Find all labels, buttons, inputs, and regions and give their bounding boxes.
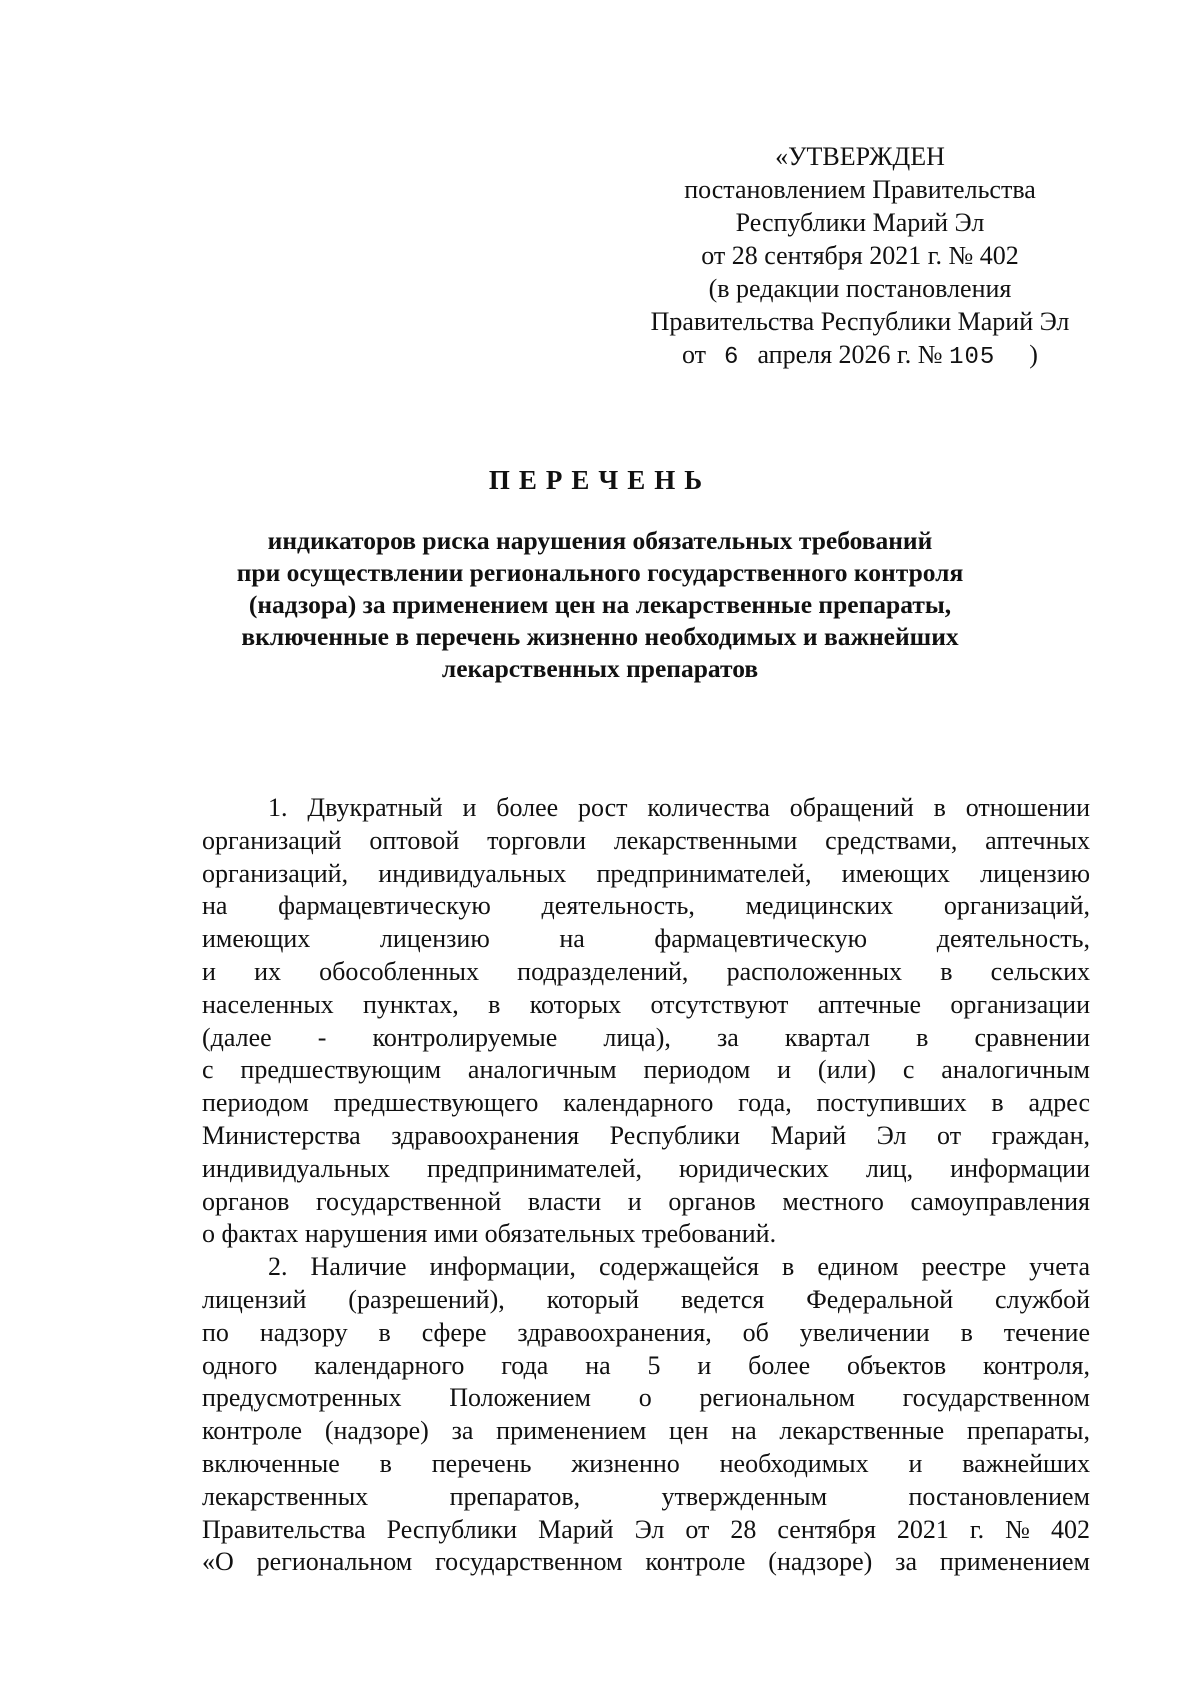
subtitle-line: при осуществлении регионального государственного контроля [236,558,964,587]
paragraph-line: контроле (надзоре) за применением цен на лекарственные препараты, [202,1416,1090,1446]
paragraph-line: 1. Двукратный и более рост количества обращений в отношении [268,793,1090,822]
paragraph-line: с предшествующим аналогичным периодом и (или) с аналогичным [202,1055,1090,1085]
amendment-month-year: апреля 2026 г. № [757,340,943,369]
paragraph-line: (далее - контролируемые лица), за квартал в сравнении [202,1022,1090,1052]
paragraph-line: организаций, индивидуальных предпринимателей, имеющих лицензию [202,858,1090,888]
paragraph-line: организаций оптовой торговли лекарственными средствами, аптечных [202,825,1090,855]
document-body [202,792,1090,1579]
paragraph-1 [202,792,1090,1251]
approval-line-government: Правительства Республики Марий Эл [650,307,1070,336]
paragraph-line: на фармацевтическую деятельность, медицинских организаций, [202,891,1090,921]
approval-stamp-block [600,140,1120,374]
paragraph-line: имеющих лицензию на фармацевтическую деятельность, [202,924,1090,954]
paragraph-line: индивидуальных предпринимателей, юридических лиц, информации [202,1153,1090,1183]
amendment-day: 6 [724,344,740,371]
subtitle-line: (надзора) за применением цен на лекарственные препараты, [248,590,952,619]
paragraph-line: включенные в перечень жизненно необходимых и важнейших [202,1448,1090,1478]
paragraph-line: населенных пунктах, в которых отсутствуют аптечные организации [202,989,1090,1019]
paragraph-line: по надзору в сфере здравоохранения, об увеличении в течение [202,1317,1090,1347]
paragraph-line: лекарственных препаратов, утвержденным постановлением [202,1481,1090,1511]
subtitle-line: лекарственных препаратов [441,654,759,683]
paragraph-2 [202,1251,1090,1579]
amendment-number: 105 [949,344,996,371]
document-subtitle [150,525,1050,685]
paragraph-line: периодом предшествующего календарного года, поступивших в адрес [202,1088,1090,1118]
paragraph-line: Министерства здравоохранения Республики Марий Эл от граждан, [202,1120,1090,1150]
paragraph-line: Правительства Республики Марий Эл от 28 сентября 2021 г. № 402 [202,1514,1090,1544]
approval-line-amendment-date [600,338,1120,374]
document-title: ПЕРЕЧЕНЬ [488,465,712,495]
paragraph-line: 2. Наличие информации, содержащейся в едином реестре учета [268,1252,1090,1282]
paragraph-line: предусмотренных Положением о региональном государственном [202,1383,1090,1413]
paragraph-line: «О региональном государственном контроле (надзоре) за применением [202,1547,1090,1577]
amendment-suffix: ) [1029,340,1038,369]
approval-line-resolution: постановлением Правительства [684,175,1036,204]
paragraph-line: о фактах нарушения ими обязательных требований. [202,1219,777,1249]
subtitle-line: включенные в перечень жизненно необходимых и важнейших [241,622,959,651]
approval-line-edition: (в редакции постановления [708,274,1012,303]
subtitle-line: индикаторов риска нарушения обязательных требований [267,526,933,555]
approval-line-republic: Республики Марий Эл [735,208,985,237]
paragraph-line: органов государственной власти и органов местного самоуправления [202,1186,1090,1216]
paragraph-line: и их обособленных подразделений, расположенных в сельских [202,956,1090,986]
paragraph-line: лицензий (разрешений), который ведется Федеральной службой [202,1284,1090,1314]
paragraph-line: одного календарного года на 5 и более объектов контроля, [202,1350,1090,1380]
approval-line-approved: «УТВЕРЖДЕН [775,142,945,171]
approval-line-date-number: от 28 сентября 2021 г. № 402 [701,241,1019,270]
amendment-prefix: от [682,340,707,369]
